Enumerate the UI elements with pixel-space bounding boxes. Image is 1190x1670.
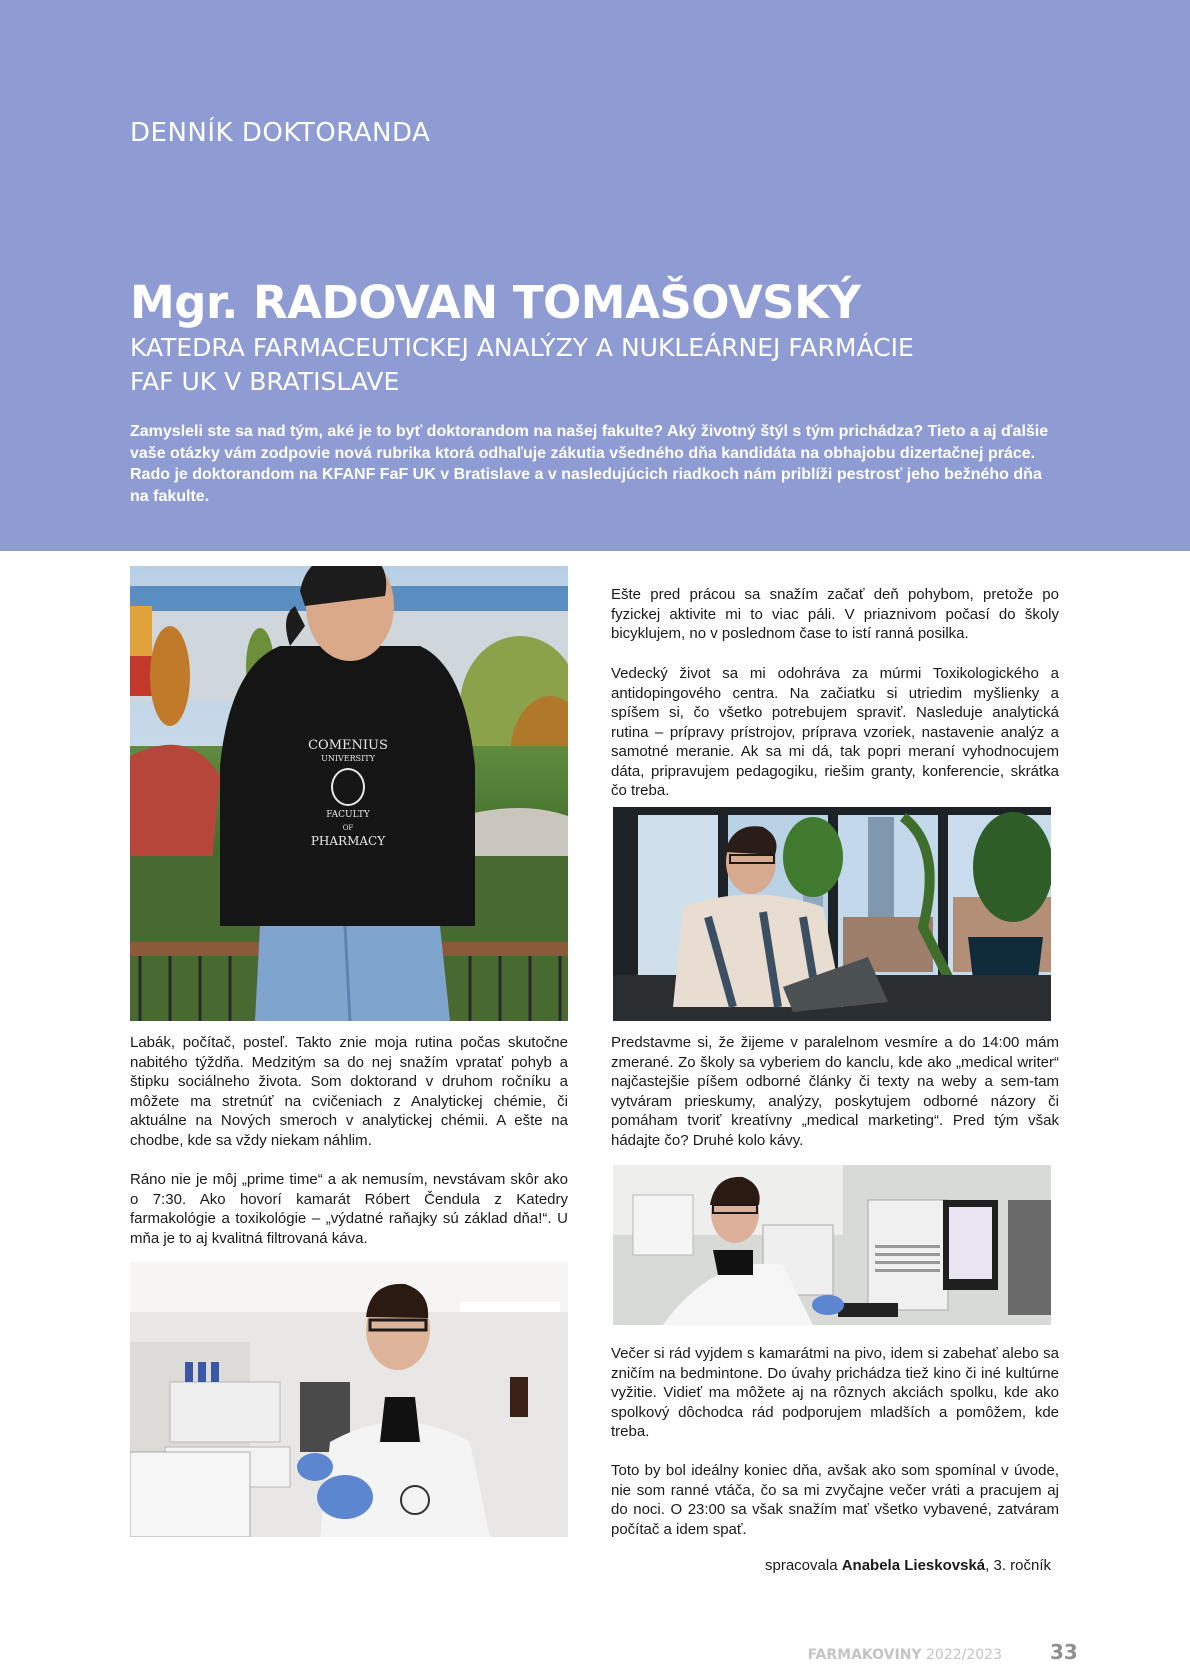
magazine-name: FARMAKOVINY <box>807 1647 922 1663</box>
lead-paragraph: Zamysleli ste sa nad tým, aké je to byť doktorandom na našej fakulte? Aký životný štýl s tým prichádza? Tieto a aj ďalšie vaše otázky vám zodpovie nová rubrika ktorá odhaľuje zákutia všedného dňa kandidáta na obhajobu dizertačnej práce. Rado je doktorandom na KFANF FaF UK v Bratislave a v nasledujúcich riadkoch nám priblíži pestrosť jeho bežného dňa na fakulte. <box>130 423 1049 505</box>
hoodie-emblem <box>331 768 365 806</box>
lab-photo-smiling <box>130 1262 568 1537</box>
credit-suffix: , 3. ročník <box>985 1557 1051 1574</box>
hoodie-line-1: COMENIUS <box>308 738 388 753</box>
right-paragraph-1: Ešte pred prácou sa snažím začať deň pohybom, pretože po fyzickej aktivite mi to viac páli. V priaznivom počasí do školy bicyklujem, no v poslednom čase to istí ranná posilka. <box>611 586 1059 642</box>
header-banner <box>0 0 1190 551</box>
left-paragraph-1: Labák, počítač, posteľ. Takto znie moja rutina počas skutočne nabitého týždňa. Medzitým sa do nej snažím vpratať pohyb a štipku sociálneho života. Som doktorand v druhom ročníku a môžete ma stretnúť na cvičeniach z Analytickej chémie, či aktuálne na Nových smeroch v analytickej chémii. A ešte na chodbe, kde sa vždy niekam náhlim. <box>130 1034 568 1149</box>
right-paragraph-2: Vedecký život sa mi odohráva za múrmi Toxikologického a antidopingového centra. Na začiatku si utriedim myšlienky a spíšem si, čo všetko potrebujem spraviť. Nasleduje analytická rutina – prípravy prístrojov, príprava vzoriek, nastavenie analýz a samotné meranie. Ak sa mi dá, tak popri meraní vyhodnocujem dáta, pripravujem pedagogiku, riešim granty, konferencie, skrátka čo treba. <box>611 665 1059 799</box>
right-paragraph-5: Toto by bol ideálny koniec dňa, avšak ako som spomínal v úvode, nie som ranné vtáča, čo sa mi zvyčajne večer vráti a pracujem aj do noci. O 23:00 sa však snažím mať všetko vybavené, zatváram počítač a idem spať. <box>611 1462 1059 1538</box>
portrait-photo <box>130 566 568 1021</box>
hoodie-print <box>298 739 398 848</box>
hoodie-line-2: UNIVERSITY <box>321 754 375 763</box>
hoodie-line-5: PHARMACY <box>310 834 386 848</box>
right-paragraph-3: Predstavme si, že žijeme v paralelnom vesmíre a do 14:00 mám zmerané. Zo školy sa vyberiem do kanclu, kde ako „medical writer“ najčastejšie píšem odborné články či texty na weby a sem-tam vytváram prieskumy, analýzy, poskytujem odborné názory či pomáham tvoriť kreatívny „medical marketing“. Pred tým však hádajte čo? Druhé kolo kávy. <box>611 1034 1059 1149</box>
credit-author: Anabela Lieskovská <box>841 1557 986 1574</box>
department-line-1: KATEDRA FARMACEUTICKEJ ANALÝZY A NUKLEÁRNEJ FARMÁCIE <box>130 333 914 362</box>
office-photo <box>613 807 1051 1021</box>
page-number: 33 <box>1050 1640 1078 1664</box>
lab-photo-computer <box>613 1165 1051 1325</box>
department <box>130 331 914 399</box>
right-paragraph-4: Večer si rád vyjdem s kamarátmi na pivo, idem si zabehať alebo sa zničím na bedmintone. Do úvahy prichádza tiež kino či iné kultúrne vyžitie. Vidieť ma môžete aj na rôznych akciách spolku, kde ako spolkový dôchodca rád podporujem mladších a pomôžem, kde treba. <box>611 1345 1059 1440</box>
hoodie-line-4: OF <box>342 824 354 832</box>
hoodie-line-3: FACULTY <box>326 810 370 820</box>
credit-prefix: spracovala <box>765 1557 838 1574</box>
author-credit <box>611 1557 1051 1574</box>
magazine-year: 2022/2023 <box>926 1647 1002 1663</box>
left-paragraph-2: Ráno nie je môj „prime time“ a ak nemusím, nevstávam skôr ako o 7:30. Ako hovorí kamarát Róbert Čendula z Katedry farmakológie a toxikológie – „výdatné raňajky sú základ dňa!“. U mňa je to aj kvalitná filtrovaná káva. <box>130 1171 568 1247</box>
page-footer <box>700 1647 1002 1663</box>
article-title: Mgr. RADOVAN TOMAŠOVSKÝ <box>130 276 861 329</box>
department-line-2: FAF UK V BRATISLAVE <box>130 367 400 396</box>
rubric-title: DENNÍK DOKTORANDA <box>130 118 431 148</box>
